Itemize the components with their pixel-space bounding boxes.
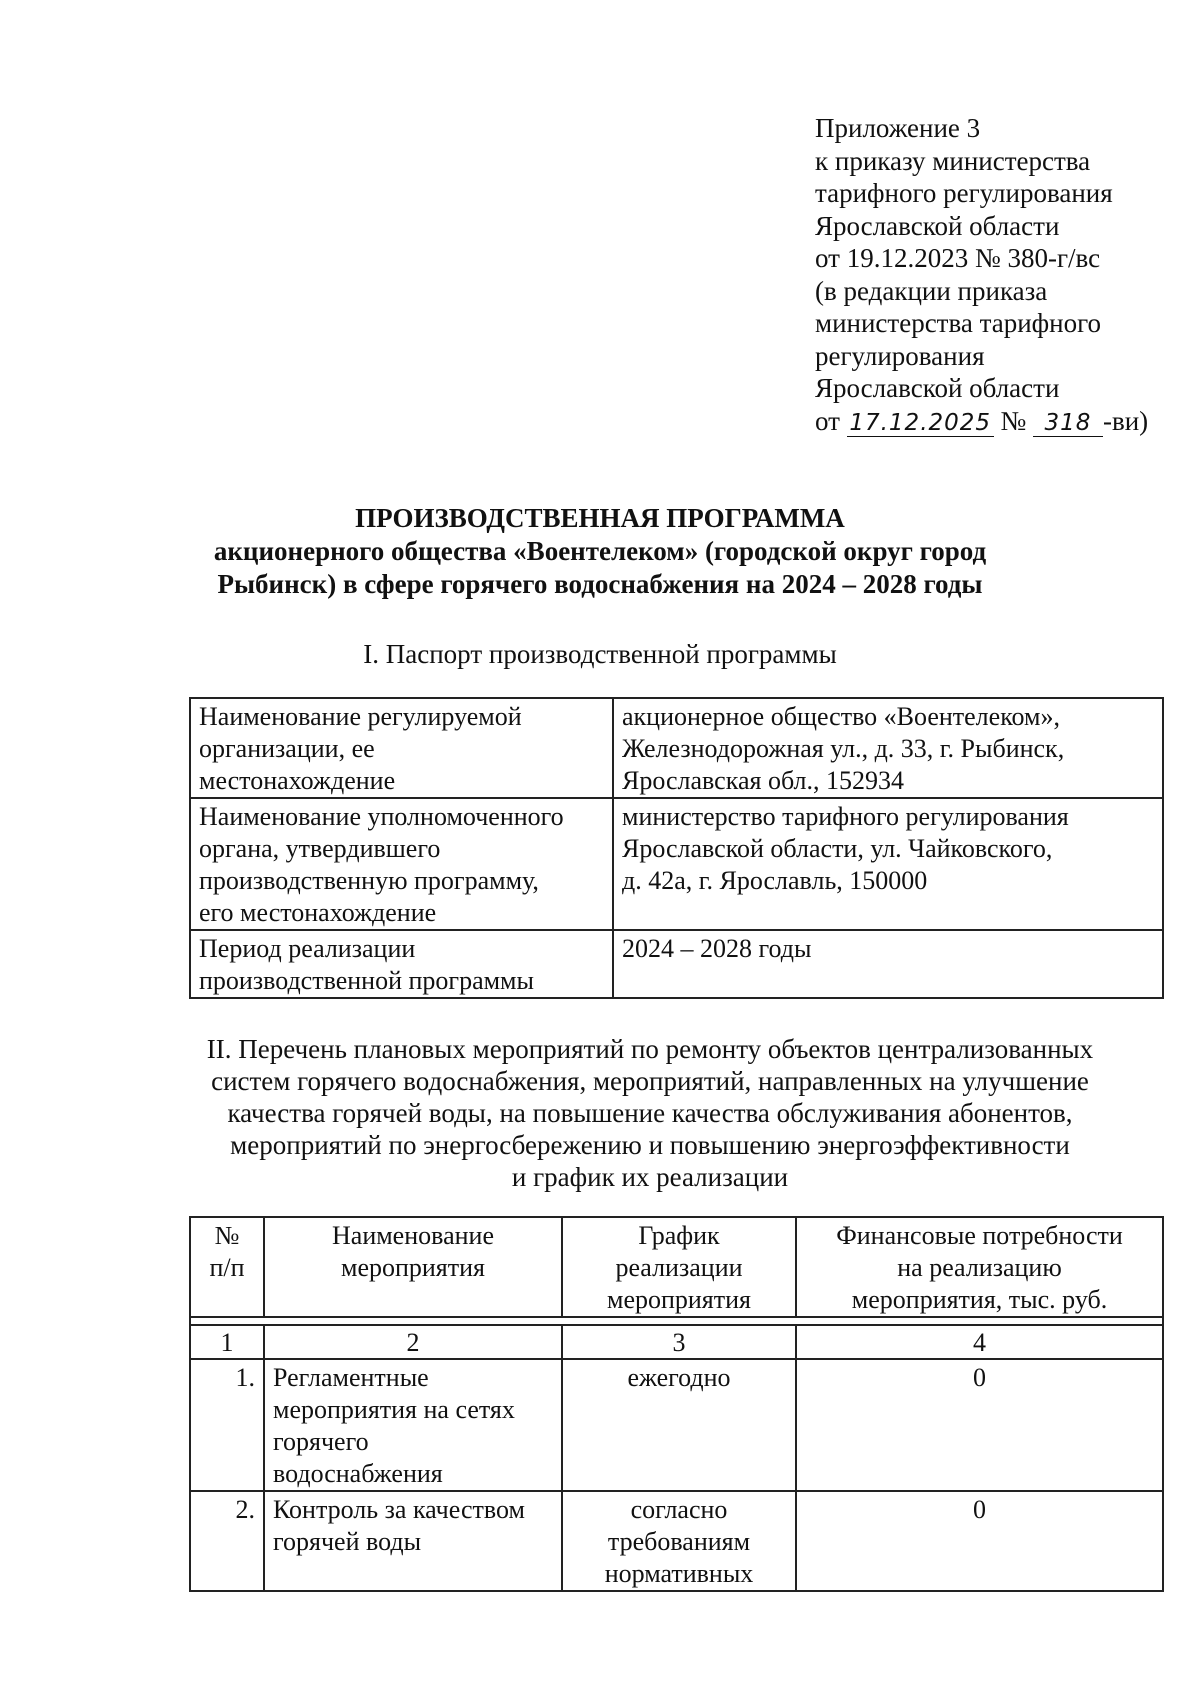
column-number: 2 (264, 1325, 562, 1359)
appendix-line: тарифного регулирования (815, 178, 1113, 208)
handwritten-amend-number: 318 (1033, 410, 1103, 437)
cell-line: График (638, 1221, 720, 1250)
passport-value-cell (613, 698, 1163, 798)
cell-line: органа, утвердившего (199, 834, 441, 863)
appendix-block (815, 112, 1148, 437)
row-cost: 0 (796, 1359, 1163, 1491)
passport-value-cell (613, 798, 1163, 930)
cell-line: его местонахождение (199, 898, 437, 927)
cell-line: д. 42а, г. Ярославль, 150000 (622, 866, 928, 895)
cell-line: на реализацию (897, 1253, 1062, 1282)
appendix-line: Ярославской области (815, 373, 1060, 403)
cell-line: министерство тарифного регулирования (622, 802, 1069, 831)
amendment-line (815, 405, 1148, 438)
amend-prefix: от (815, 405, 840, 436)
passport-label-cell (190, 930, 613, 998)
column-number: 1 (190, 1325, 264, 1359)
table-row (190, 1491, 1163, 1591)
appendix-line: от 19.12.2023 № 380-г/вс (815, 243, 1101, 273)
document-title (150, 502, 1050, 601)
cell-line: согласно (630, 1495, 728, 1524)
cell-line: производственную программу, (199, 866, 539, 895)
cell-line: Период реализации (199, 934, 416, 963)
title-line-2: акционерного общества «Воентелеком» (городской округ город (213, 536, 987, 566)
cell-line: Наименование регулируемой (199, 702, 522, 731)
table-row (190, 1359, 1163, 1491)
cell-line: мероприятия, тыс. руб. (851, 1285, 1108, 1314)
cell-line: Контроль за качеством (273, 1495, 525, 1524)
cell-line: производственной программы (199, 966, 534, 995)
amend-suffix: -ви) (1102, 405, 1149, 436)
appendix-line: (в редакции приказа (815, 275, 1048, 306)
cell-line: мероприятия на сетях (273, 1395, 515, 1424)
cell-line: водоснабжения (273, 1459, 443, 1488)
header-separator (190, 1317, 1163, 1325)
cell-line: № (214, 1221, 240, 1250)
heading-line: и график их реализации (511, 1162, 789, 1192)
title-line-3: Рыбинск) в сфере горячего водоснабжения на 2024 – 2028 годы (217, 569, 983, 599)
section-2-heading (150, 1033, 1150, 1193)
heading-line: II. Перечень плановых мероприятий по ремонту объектов централизованных (206, 1034, 1094, 1064)
appendix-line: регулирования (815, 340, 985, 371)
row-number: 2. (190, 1491, 264, 1591)
passport-value-cell (613, 930, 1163, 998)
row-cost: 0 (796, 1491, 1163, 1591)
cell-line: горячего (273, 1427, 369, 1456)
cell-line: Ярославской области, ул. Чайковского, (622, 834, 1053, 863)
cell-line: мероприятия (606, 1285, 751, 1314)
heading-line: качества горячей воды, на повышение качества обслуживания абонентов, (227, 1098, 1073, 1128)
appendix-line: Ярославской области (815, 210, 1060, 241)
appendix-line: Приложение 3 (815, 113, 981, 143)
cell-line: ежегодно (627, 1363, 731, 1392)
plan-header-row (190, 1217, 1163, 1317)
heading-line: систем горячего водоснабжения, мероприятий, направленных на улучшение (211, 1066, 1089, 1096)
header-schedule (562, 1217, 796, 1317)
row-number: 1. (190, 1359, 264, 1491)
passport-table (189, 697, 1164, 999)
cell-line: Ярославская обл., 152934 (622, 766, 905, 795)
column-number: 4 (796, 1325, 1163, 1359)
title-line-1: ПРОИЗВОДСТВЕННАЯ ПРОГРАММА (355, 503, 845, 533)
cell-line: 2024 – 2028 годы (622, 934, 812, 963)
cell-line: акционерное общество «Воентелеком», (622, 702, 1060, 731)
cell-line: требованиям (607, 1527, 751, 1556)
row-name (264, 1491, 562, 1591)
cell-line: Железнодорожная ул., д. 33, г. Рыбинск, (622, 734, 1065, 763)
cell-line: реализации (615, 1253, 743, 1282)
cell-line: местонахождение (199, 766, 396, 795)
header-cost (796, 1217, 1163, 1317)
plan-table (189, 1216, 1164, 1592)
cell-line: Регламентные (273, 1363, 429, 1392)
handwritten-amend-date: 17.12.2025 (847, 410, 994, 437)
passport-label-cell (190, 798, 613, 930)
cell-line: Наименование (332, 1221, 494, 1250)
appendix-line: министерства тарифного (815, 308, 1102, 338)
row-name (264, 1359, 562, 1491)
row-schedule (562, 1491, 796, 1591)
separator-cell (190, 1317, 1163, 1325)
row-schedule (562, 1359, 796, 1491)
cell-line: п/п (209, 1253, 245, 1282)
column-number: 3 (562, 1325, 796, 1359)
passport-row-authority (190, 798, 1163, 930)
amend-no-sign: № (1000, 405, 1027, 436)
header-name (264, 1217, 562, 1317)
cell-line: Финансовые потребности (836, 1221, 1123, 1250)
column-number-row (190, 1325, 1163, 1359)
cell-line: нормативных (604, 1559, 754, 1588)
header-number (190, 1217, 264, 1317)
heading-line: мероприятий по энергосбережению и повышению энергоэффективности (230, 1130, 1070, 1160)
appendix-line: к приказу министерства (815, 145, 1091, 176)
cell-line: мероприятия (340, 1253, 485, 1282)
passport-row-organization (190, 698, 1163, 798)
cell-line: Наименование уполномоченного (199, 802, 564, 831)
passport-row-period (190, 930, 1163, 998)
section-1-heading: I. Паспорт производственной программы (363, 639, 837, 669)
passport-label-cell (190, 698, 613, 798)
cell-line: горячей воды (273, 1527, 422, 1556)
cell-line: организации, ее (199, 734, 375, 763)
